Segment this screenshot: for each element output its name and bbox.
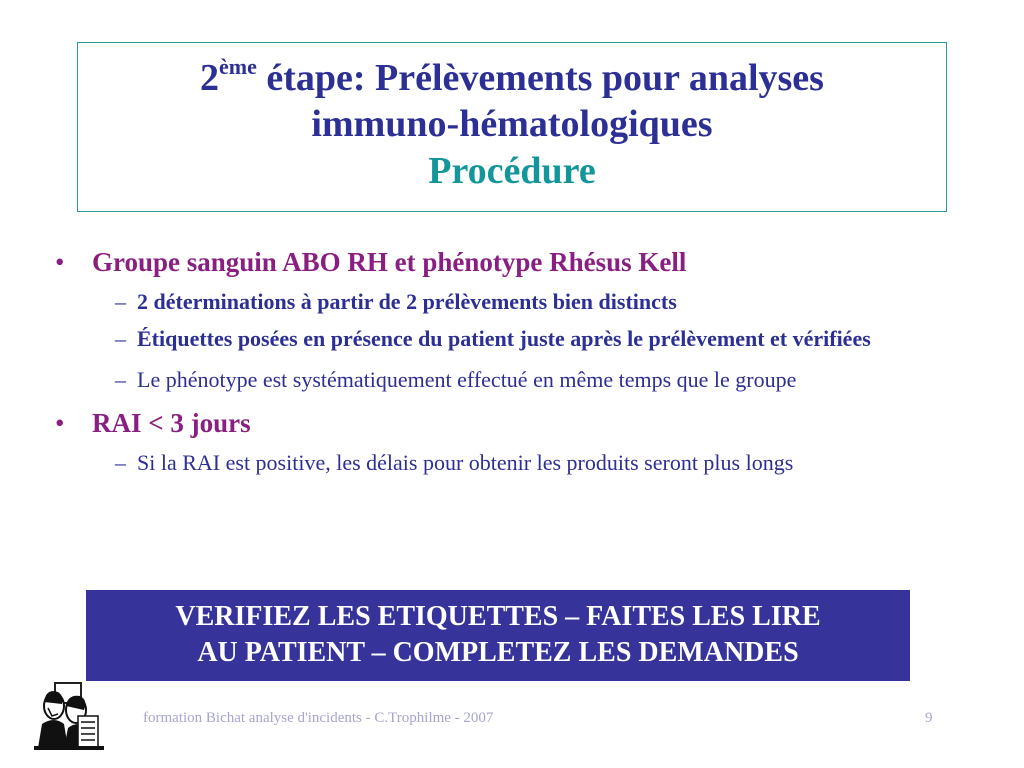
sub-item-text: Étiquettes posées en présence du patient juste après le prélèvement et vérifiées [137,326,871,351]
bullet-label: RAI < 3 jours [92,408,251,438]
dash-marker: – [115,450,126,475]
title-box [77,42,947,212]
bullet-item-rai [55,405,955,441]
sub-item-text: Si la RAI est positive, les délais pour obtenir les produits seront plus longs [137,450,794,475]
title-line2: immuno-hématologiques [311,103,713,145]
bullet-item-blood-group [55,244,955,280]
warning-banner [86,590,910,681]
bullet-dot: • [55,247,65,277]
dash-marker: – [115,289,126,314]
sub-item-labels [55,323,955,354]
title-line1-text: étape: Prélèvements pour analyses [256,57,824,99]
bullet-list [55,244,955,478]
sub-item-phenotype [55,364,955,395]
sub-item-text: 2 déterminations à partir de 2 prélèvements bien distincts [137,289,677,314]
sub-item-text: Le phénotype est systématiquement effectué en même temps que le groupe [137,367,797,392]
bullet-label: Groupe sanguin ABO RH et phénotype Rhésus Kell [92,247,687,277]
title-subtitle: Procédure [428,150,596,192]
page-title [78,55,946,101]
title-ordinal-suffix: ème [219,54,257,79]
banner-line1: VERIFIEZ LES ETIQUETTES – FAITES LES LIRE [175,601,821,632]
hospital-portraits-logo-icon [32,678,106,752]
sub-item-determinations [55,286,955,317]
dash-marker: – [115,367,126,392]
footer-credit: formation Bichat analyse d'incidents - C.Trophilme - 2007 [143,710,494,726]
banner-line2: AU PATIENT – COMPLETEZ LES DEMANDES [197,637,799,668]
bullet-dot: • [55,408,65,438]
sub-item-rai-positive [55,447,955,478]
dash-marker: – [115,326,126,351]
page-number: 9 [925,710,933,726]
title-ordinal: 2 [200,57,220,99]
